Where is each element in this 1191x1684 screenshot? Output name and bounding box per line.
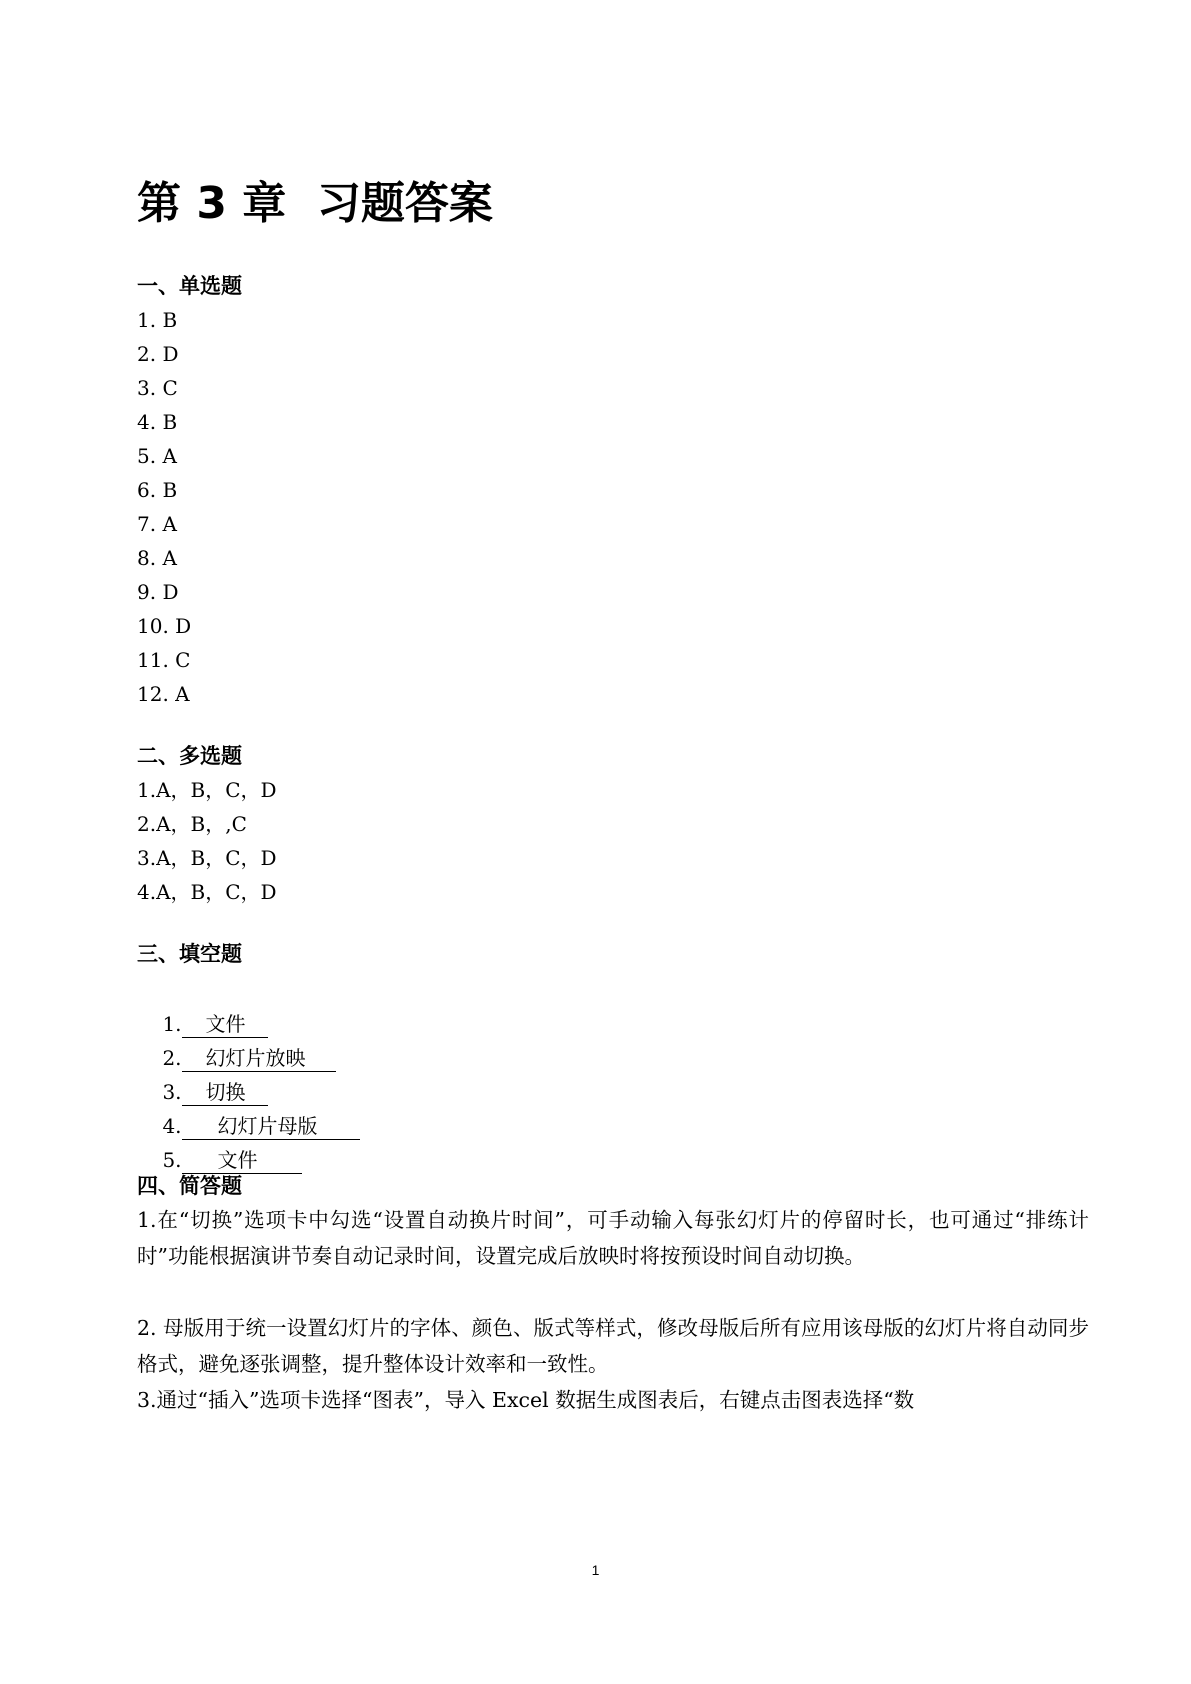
fill-in-blank-underlined-answer: 幻灯片放映 (182, 1045, 336, 1072)
fill-in-blank-number: 2. (162, 1046, 182, 1070)
fill-in-blank-underlined-answer: 幻灯片母版 (182, 1113, 360, 1140)
single-choice-answer: 7. A (137, 512, 177, 536)
short-answer-paragraph: 2. 母版用于统一设置幻灯片的字体、颜色、版式等样式，修改母版后所有应用该母版的幻灯片将自动同步格式，避免逐张调整，提升整体设计效率和一致性。 (137, 1316, 1089, 1376)
single-choice-answer: 9. D (137, 580, 179, 604)
single-choice-answer: 11. C (137, 648, 191, 672)
page-number: 1 (591, 1562, 600, 1578)
fill-in-blank-number: 4. (162, 1114, 182, 1138)
section-heading-single-choice: 一、单选题 (137, 274, 242, 298)
section-heading-multiple-choice: 二、多选题 (137, 744, 242, 768)
multiple-choice-answer: 4.A，B，C，D (137, 880, 277, 904)
single-choice-answer: 6. B (137, 478, 178, 502)
single-choice-answer: 5. A (137, 444, 177, 468)
short-answer-paragraph: 1.在“切换”选项卡中勾选“设置自动换片时间”，可手动输入每张幻灯片的停留时长，也可通过“排练计时”功能根据演讲节奏自动记录时间，设置完成后放映时将按预设时间自动切换。 (137, 1208, 1089, 1268)
section-heading-fill-in-blank: 三、填空题 (137, 942, 242, 966)
single-choice-answer: 2. D (137, 342, 179, 366)
single-choice-answer: 3. C (137, 376, 178, 400)
fill-in-blank-underlined-answer: 文件 (182, 1147, 302, 1174)
multiple-choice-answer: 2.A，B，,C (137, 812, 247, 836)
fill-in-blank-number: 3. (162, 1080, 182, 1104)
multiple-choice-answer: 3.A，B，C，D (137, 846, 277, 870)
single-choice-answer: 4. B (137, 410, 178, 434)
single-choice-answer: 12. A (137, 682, 190, 706)
single-choice-answer: 8. A (137, 546, 177, 570)
fill-in-blank-underlined-answer: 文件 (182, 1011, 268, 1038)
fill-in-blank-number: 5. (162, 1148, 182, 1172)
section-heading-short-answer: 四、简答题 (137, 1174, 242, 1198)
chapter-title: 第 3 章 习题答案 (137, 178, 493, 229)
single-choice-answer: 1. B (137, 308, 178, 332)
single-choice-answer: 10. D (137, 614, 192, 638)
fill-in-blank-number: 1. (162, 1012, 182, 1036)
multiple-choice-answer: 1.A，B，C，D (137, 778, 277, 802)
fill-in-blank-underlined-answer: 切换 (182, 1079, 268, 1106)
short-answer-paragraph: 3.通过“插入”选项卡选择“图表”，导入 Excel 数据生成图表后，右键点击图表选择“数 (137, 1388, 915, 1412)
